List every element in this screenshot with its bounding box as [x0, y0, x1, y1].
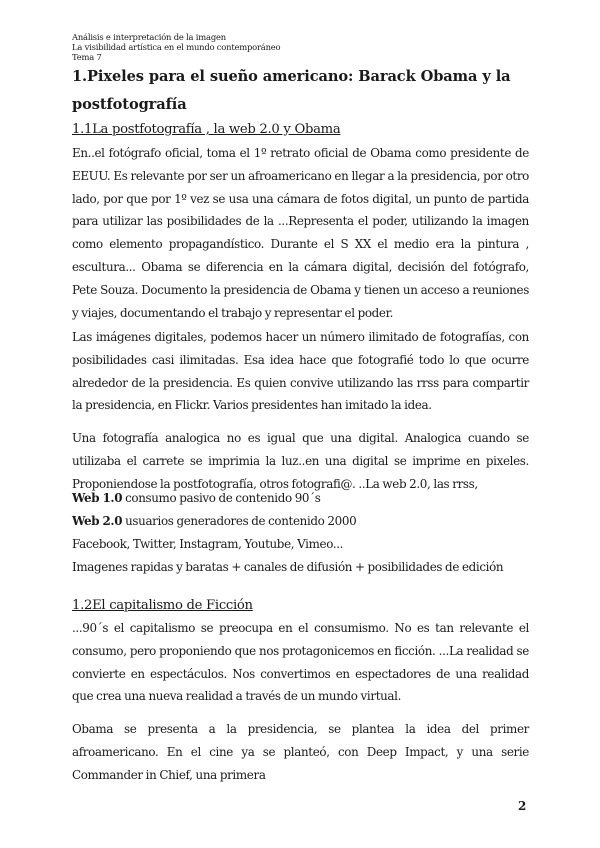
web2-line — [72, 514, 356, 528]
section-heading-capitalismo: 1.2El capitalismo de Ficción — [72, 598, 253, 613]
paragraph: Las imágenes digitales, podemos hacer un número ilimitado de fotografías, con posibilidades casi ilimitadas. Esa idea hace que fotografié todo lo que ocurre alrededor de la presidencia. Es quien convive utilizando las rrss para compartir la presidencia, en Flickr. Varios presidentes han imitado la idea. — [72, 330, 529, 413]
chapter-title-line1: 1.Pixeles para el sueño americano: Barack Obama y la — [72, 68, 511, 85]
web2-text: usuarios generadores de contenido 2000 — [122, 514, 357, 528]
web1-text: consumo pasivo de contenido 90´s — [122, 491, 321, 505]
paragraph: ...90´s el capitalismo se preocupa en el consumismo. No es tan relevante el consumo, pero proponiendo que nos protagonicemos en ficción. ...La realidad se convierte en espectáculos. Nos convertimos en espectadores de una realidad que crea una nueva realidad a través de un mundo virtual. — [72, 621, 529, 704]
web1-line — [72, 491, 321, 505]
header-course: La visibilidad artística en el mundo contemporáneo — [72, 42, 281, 52]
paragraph: Obama se presenta a la presidencia, se plantea la idea del primer afroamericano. En el cine ya se planteó, con Deep Impact, y una serie Commander in Chief, una primera — [72, 722, 529, 782]
chapter-title-line2: postfotografía — [72, 96, 187, 113]
page-number: 2 — [518, 799, 527, 813]
web2-label: Web 2.0 — [72, 514, 123, 528]
header-topic: Tema 7 — [72, 52, 102, 62]
paragraph: Una fotografía analogica no es igual que una digital. Analogica cuando se utilizaba el carrete se imprimia la luz..en una digital se imprime en pixeles. Proponiendose la postfotografía, otros fotografi@. ..La web 2.0, las rrss, — [72, 431, 529, 491]
web1-label: Web 1.0 — [72, 491, 123, 505]
images-line: Imagenes rapidas y baratas + canales de difusión + posibilidades de edición — [72, 560, 504, 574]
platforms-line: Facebook, Twitter, Instagram, Youtube, Vimeo... — [72, 537, 344, 551]
header-subject: Análisis e interpretación de la imagen — [72, 32, 226, 42]
paragraph: En..el fotógrafo oficial, toma el 1º retrato oficial de Obama como presidente de EEUU. Es relevante por ser un afroamericano en llegar a la presidencia, por otro lado, por que por 1º vez se usa una cámara de fotos digital, un punto de partida para utilizar las posibilidades de la ...Representa el poder, utilizando la imagen como elemento propagandístico. Durante el S XX el medio era la pintura , escultura... Obama se diferencia en la cámara digital, decisión del fotógrafo, Pete Souza. Documento la presidencia de Obama y tienen un acceso a reuniones y viajes, documentando el trabajo y representar el poder. — [72, 146, 529, 320]
section-heading-postfotografia: 1.1La postfotografía , la web 2.0 y Obama — [72, 122, 341, 137]
